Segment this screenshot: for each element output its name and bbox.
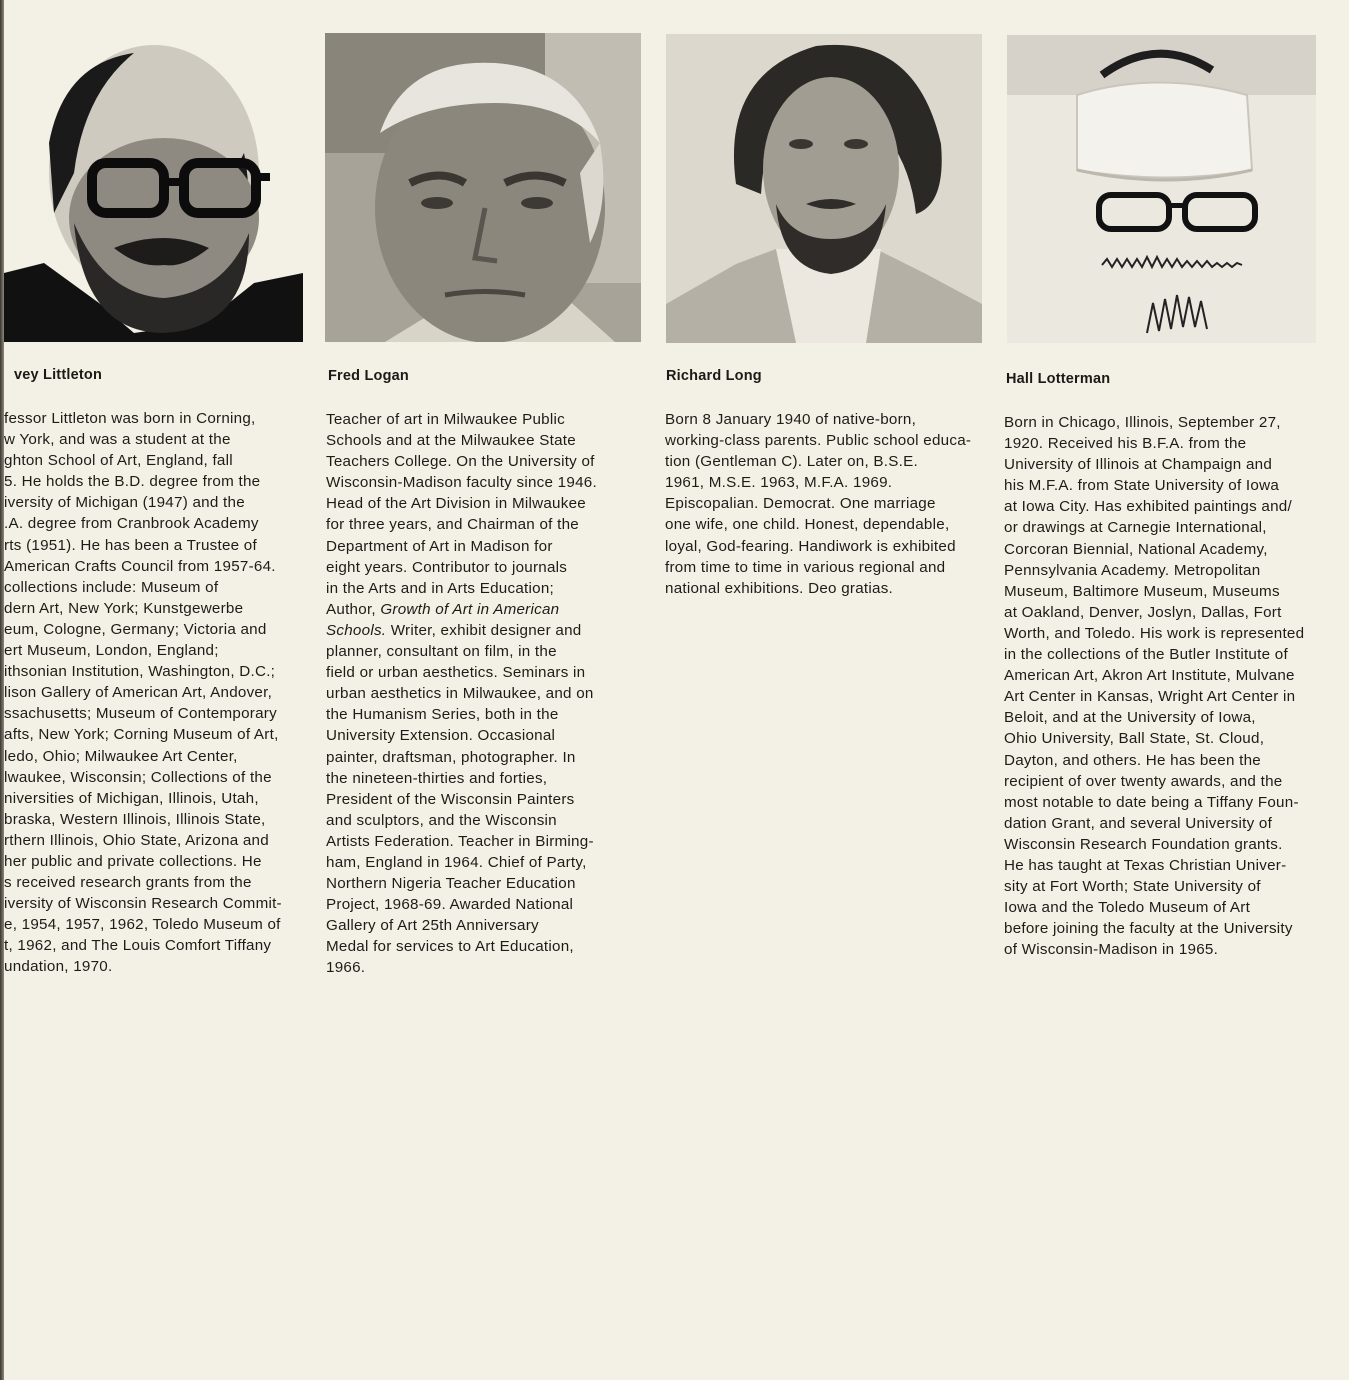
portrait-littleton xyxy=(4,33,303,342)
bio-line: Dayton, and others. He has been the xyxy=(1004,751,1261,769)
bio-line: Head of the Art Division in Milwaukee xyxy=(326,495,586,513)
bio-line: Medal for services to Art Education, xyxy=(326,938,574,956)
bio-long xyxy=(665,409,985,599)
bio-line: w York, and was a student at the xyxy=(4,431,231,449)
portrait-lotterman xyxy=(1007,35,1316,343)
bio-line: .A. degree from Cranbrook Academy xyxy=(4,515,259,533)
bio-line: e, 1954, 1957, 1962, Toledo Museum of xyxy=(4,916,281,934)
bio-line: Worth, and Toledo. His work is represented xyxy=(1004,624,1305,642)
name-logan: Fred Logan xyxy=(328,368,409,384)
bio-line: Episcopalian. Democrat. One marriage xyxy=(665,495,936,513)
bio-line: the Humanism Series, both in the xyxy=(326,706,559,724)
bio-line: t, 1962, and The Louis Comfort Tiffany xyxy=(4,937,272,955)
bio-line: 1961, M.S.E. 1963, M.F.A. 1969. xyxy=(665,474,893,492)
name-lotterman: Hall Lotterman xyxy=(1006,371,1111,387)
bio-logan xyxy=(326,409,631,979)
bio-line: ssachusetts; Museum of Contemporary xyxy=(4,705,277,723)
bio-line: Department of Art in Madison for xyxy=(326,537,553,555)
bio-line: President of the Wisconsin Painters xyxy=(326,790,575,808)
bio-line: Wisconsin Research Foundation grants. xyxy=(1004,835,1283,853)
bio-line: dern Art, New York; Kunstgewerbe xyxy=(4,599,244,617)
bio-line: Born 8 January 1940 of native-born, xyxy=(665,411,917,428)
bio-line: painter, draftsman, photographer. In xyxy=(326,748,576,766)
bio-line: Artists Federation. Teacher in Birming- xyxy=(326,832,594,850)
bio-line: his M.F.A. from State University of Iowa xyxy=(1004,477,1280,495)
bio-line: working-class parents. Public school educa- xyxy=(665,432,972,450)
bio-line: ledo, Ohio; Milwaukee Art Center, xyxy=(4,747,238,765)
bio-line: or drawings at Carnegie International, xyxy=(1004,519,1267,537)
bio-line xyxy=(326,599,631,620)
bio-line: Pennsylvania Academy. Metropolitan xyxy=(1004,561,1261,579)
bio-line: Northern Nigeria Teacher Education xyxy=(326,875,576,893)
bio-text: Author, xyxy=(326,600,381,618)
bio-line: planner, consultant on film, in the xyxy=(326,643,557,661)
bio-line: rts (1951). He has been a Trustee of xyxy=(4,536,257,554)
bio-line: ghton School of Art, England, fall xyxy=(4,452,233,470)
bio-line: the nineteen-thirties and forties, xyxy=(326,769,548,787)
book-title: Growth of Art in American xyxy=(380,600,560,618)
bio-line: American Crafts Council from 1957-64. xyxy=(4,557,276,575)
bio-line: Schools and at the Milwaukee State xyxy=(326,432,576,450)
bio-line: eum, Cologne, Germany; Victoria and xyxy=(4,620,267,638)
bio-line: braska, Western Illinois, Illinois State, xyxy=(4,810,266,828)
bio-line: ham, England in 1964. Chief of Party, xyxy=(326,853,587,871)
bio-line: Iowa and the Toledo Museum of Art xyxy=(1004,899,1251,917)
name-littleton: vey Littleton xyxy=(14,367,102,383)
bio-line: ert Museum, London, England; xyxy=(4,642,219,660)
bio-line: Project, 1968-69. Awarded National xyxy=(326,896,574,914)
bio-line: urban aesthetics in Milwaukee, and on xyxy=(326,685,594,703)
bio-line: fessor Littleton was born in Corning, xyxy=(4,410,256,427)
bio-line: from time to time in various regional and xyxy=(665,558,946,576)
name-long: Richard Long xyxy=(666,368,762,384)
bio-line: recipient of over twenty awards, and the xyxy=(1004,772,1283,790)
bio-line: ithsonian Institution, Washington, D.C.; xyxy=(4,663,276,681)
bio-line: of Wisconsin-Madison in 1965. xyxy=(1004,941,1219,959)
bio-littleton xyxy=(4,408,316,978)
bio-line: Art Center in Kansas, Wright Art Center in xyxy=(1004,688,1296,706)
bio-line: University Extension. Occasional xyxy=(326,727,556,745)
bio-lotterman xyxy=(1004,412,1334,960)
bio-line: lison Gallery of American Art, Andover, xyxy=(4,684,273,702)
bio-line: 1920. Received his B.F.A. from the xyxy=(1004,435,1247,453)
bio-line: rthern Illinois, Ohio State, Arizona and xyxy=(4,831,269,849)
bio-line: most notable to date being a Tiffany Foun- xyxy=(1004,793,1299,811)
bio-line: American Art, Akron Art Institute, Mulvane xyxy=(1004,667,1295,685)
bio-line: Ohio University, Ball State, St. Cloud, xyxy=(1004,730,1265,748)
bio-line: 5. He holds the B.D. degree from the xyxy=(4,473,261,491)
bio-line: loyal, God-fearing. Handiwork is exhibited xyxy=(665,537,956,555)
bio-line: Born in Chicago, Illinois, September 27, xyxy=(1004,414,1281,431)
bio-line: iversity of Michigan (1947) and the xyxy=(4,494,245,512)
bio-line: at Oakland, Denver, Joslyn, Dallas, Fort xyxy=(1004,603,1282,621)
bio-line: dation Grant, and several University of xyxy=(1004,814,1273,832)
bio-line: for three years, and Chairman of the xyxy=(326,516,579,534)
bio-line: iversity of Wisconsin Research Commit- xyxy=(4,895,282,913)
portrait-long xyxy=(666,34,982,343)
bio-line: in the Arts and in Arts Education; xyxy=(326,579,555,597)
bio-line: University of Illinois at Champaign and xyxy=(1004,456,1273,474)
bio-line xyxy=(326,620,631,641)
bio-line: sity at Fort Worth; State University of xyxy=(1004,878,1261,896)
bio-line: at Iowa City. Has exhibited paintings and/ xyxy=(1004,498,1292,516)
bio-line: undation, 1970. xyxy=(4,958,113,976)
bio-line: He has taught at Texas Christian Univer- xyxy=(1004,856,1287,874)
bio-line: eight years. Contributor to journals xyxy=(326,558,568,576)
bio-line: Teacher of art in Milwaukee Public xyxy=(326,411,565,428)
bio-line: national exhibitions. Deo gratias. xyxy=(665,579,894,597)
portrait-logan xyxy=(325,33,641,342)
bio-line: 1966. xyxy=(326,959,366,977)
bio-line: Teachers College. On the University of xyxy=(326,453,595,471)
bio-line: tion (Gentleman C). Later on, B.S.E. xyxy=(665,453,918,471)
bio-line: before joining the faculty at the University xyxy=(1004,920,1293,938)
bio-line: Museum, Baltimore Museum, Museums xyxy=(1004,582,1280,600)
bio-line: niversities of Michigan, Illinois, Utah, xyxy=(4,789,259,807)
bio-line: Corcoran Biennial, National Academy, xyxy=(1004,540,1268,558)
bio-line: field or urban aesthetics. Seminars in xyxy=(326,664,586,682)
bio-line: Beloit, and at the University of Iowa, xyxy=(1004,709,1256,727)
bio-line: s received research grants from the xyxy=(4,874,252,892)
bio-text: Writer, exhibit designer and xyxy=(386,621,582,639)
bio-line: in the collections of the Butler Institute of xyxy=(1004,646,1288,664)
bio-line: her public and private collections. He xyxy=(4,852,262,870)
bio-line: one wife, one child. Honest, dependable, xyxy=(665,516,950,534)
bio-line: and sculptors, and the Wisconsin xyxy=(326,811,557,829)
bio-line: afts, New York; Corning Museum of Art, xyxy=(4,726,279,744)
bio-line: lwaukee, Wisconsin; Collections of the xyxy=(4,768,272,786)
bio-line: Gallery of Art 25th Anniversary xyxy=(326,917,539,935)
book-title-end: Schools. xyxy=(326,621,387,639)
bio-line: Wisconsin-Madison faculty since 1946. xyxy=(326,474,597,492)
bio-line: collections include: Museum of xyxy=(4,578,219,596)
